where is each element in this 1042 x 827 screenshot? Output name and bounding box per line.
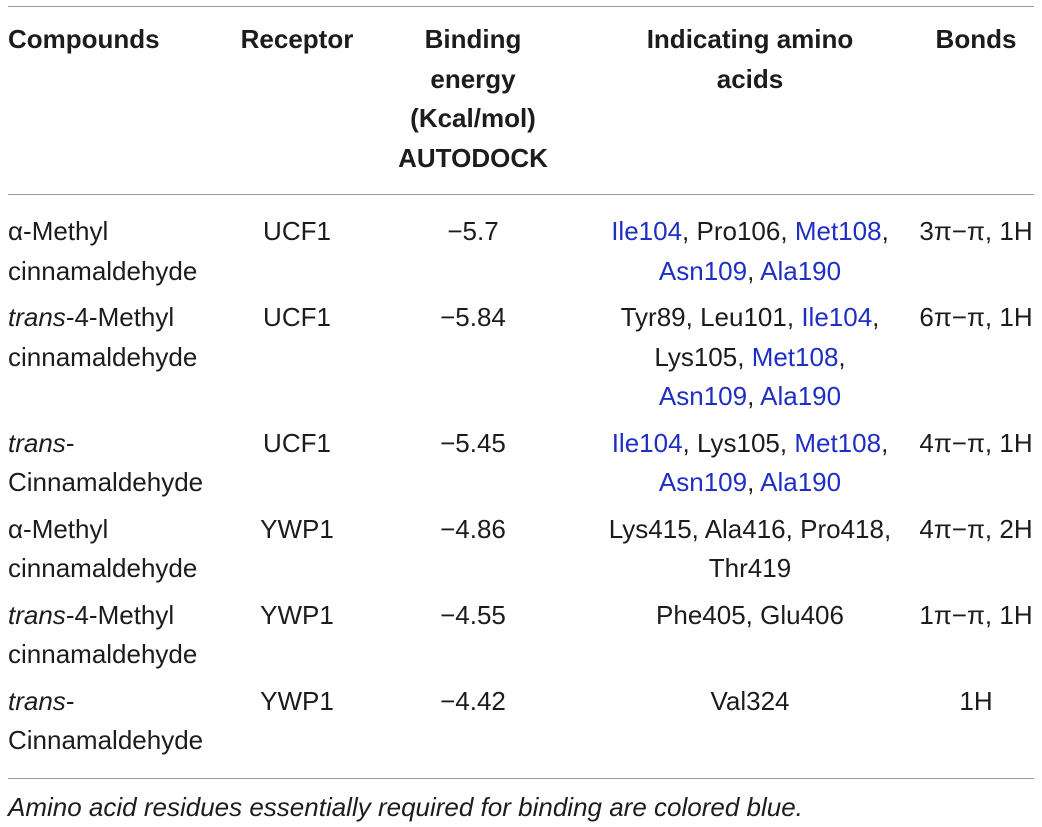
table-top-rule bbox=[8, 6, 1034, 7]
bonds-cell: 4π−π, 1H bbox=[919, 427, 1033, 458]
compound-prefix: α-Methyl bbox=[8, 216, 109, 246]
compound-cell bbox=[8, 510, 230, 596]
receptor-cell: UCF1 bbox=[263, 216, 331, 246]
amino-acid: Glu406 bbox=[760, 599, 844, 630]
amino-acid: Phe405 bbox=[656, 599, 746, 630]
amino-acid-required: Ala190 bbox=[760, 381, 842, 411]
compound-cell bbox=[8, 212, 230, 298]
compound-name-line: cinnamaldehyde bbox=[8, 639, 198, 669]
compound-name-line bbox=[8, 510, 230, 550]
table-bottom-rule bbox=[8, 778, 1034, 779]
amino-acid-required: Met108 bbox=[794, 216, 882, 246]
header-compounds: Compounds bbox=[8, 24, 160, 54]
compound-name-line: cinnamaldehyde bbox=[8, 553, 198, 583]
amino-acid-line bbox=[582, 549, 918, 589]
amino-acid-required: Asn109 bbox=[658, 255, 748, 286]
header-receptor: Receptor bbox=[240, 24, 354, 54]
table-row bbox=[8, 212, 1034, 298]
compound-cell bbox=[8, 424, 230, 510]
table-row bbox=[8, 510, 1034, 596]
bonds-cell: 4π−π, 2H bbox=[919, 513, 1033, 544]
table-row bbox=[8, 298, 1034, 424]
compound-cell bbox=[8, 298, 230, 424]
amino-acid-line bbox=[582, 682, 918, 722]
amino-acid: Lys105 bbox=[654, 341, 738, 372]
table-row bbox=[8, 424, 1034, 510]
compound-prefix: trans bbox=[8, 599, 66, 630]
header-amino-acids-line: Indicating amino bbox=[646, 24, 854, 54]
header-row bbox=[8, 20, 1034, 194]
amino-acid: Pro418 bbox=[800, 513, 884, 544]
header-binding-energy-line: (Kcal/mol) bbox=[410, 103, 536, 133]
amino-acid-line: Asn109, Ala190 bbox=[658, 467, 842, 497]
compound-prefix: trans bbox=[8, 302, 66, 332]
amino-acid: Ala416 bbox=[704, 513, 786, 544]
bonds-cell: 1H bbox=[959, 685, 993, 716]
header-binding-energy-line: Binding bbox=[424, 24, 522, 54]
amino-acid-required: Ile104 bbox=[611, 216, 683, 246]
amino-acid: Thr419 bbox=[708, 553, 792, 583]
table-footnote: Amino acid residues essentially required for binding are colored blue. bbox=[8, 792, 803, 822]
binding-energy-cell: −5.7 bbox=[447, 216, 499, 246]
amino-acid: Leu101 bbox=[700, 302, 787, 332]
receptor-cell: UCF1 bbox=[263, 302, 331, 332]
amino-acid: Lys415 bbox=[608, 513, 692, 544]
amino-acid-line: Lys105, Met108, bbox=[654, 341, 846, 372]
amino-acid-line: Asn109, Ala190 bbox=[658, 381, 842, 411]
compound-name-line bbox=[8, 298, 230, 338]
compound-name-line bbox=[8, 682, 230, 722]
amino-acid-required: Ala190 bbox=[760, 255, 842, 286]
header-amino-acids bbox=[582, 20, 918, 194]
bonds-cell: 1π−π, 1H bbox=[919, 599, 1033, 630]
amino-acid-line: Asn109, Ala190 bbox=[658, 255, 842, 286]
compound-suffix: - bbox=[65, 685, 75, 716]
amino-acids-cell bbox=[582, 682, 918, 768]
receptor-cell: YWP1 bbox=[260, 513, 334, 544]
receptor-cell: UCF1 bbox=[263, 427, 331, 458]
amino-acid-line: Ile104, Lys105, Met108, bbox=[611, 427, 889, 458]
compound-name-line: cinnamaldehyde bbox=[8, 255, 198, 286]
binding-energy-cell: −5.84 bbox=[440, 302, 506, 332]
compound-prefix: trans bbox=[8, 685, 66, 716]
header-bonds: Bonds bbox=[935, 24, 1017, 54]
amino-acid-required: Met108 bbox=[751, 341, 839, 372]
amino-acid-required: Ile104 bbox=[801, 302, 873, 332]
header-binding-energy-line: AUTODOCK bbox=[398, 142, 548, 173]
header-binding-energy bbox=[364, 20, 582, 194]
compound-suffix: - bbox=[65, 427, 75, 458]
amino-acid-line: Tyr89, Leu101, Ile104, bbox=[620, 302, 880, 332]
compound-name-line bbox=[8, 424, 230, 464]
header-amino-acids-line: acids bbox=[716, 63, 784, 94]
compound-prefix: α-Methyl bbox=[8, 513, 109, 544]
amino-acid: Val324 bbox=[710, 685, 790, 716]
receptor-cell: YWP1 bbox=[260, 599, 334, 630]
table-row bbox=[8, 596, 1034, 682]
compound-prefix: trans bbox=[8, 427, 66, 458]
amino-acid-required: Ala190 bbox=[760, 467, 842, 497]
amino-acid-line: Lys415, Ala416, Pro418, bbox=[608, 513, 892, 544]
table-row bbox=[8, 682, 1034, 768]
amino-acid-required: Ile104 bbox=[611, 427, 683, 458]
binding-energy-cell: −4.55 bbox=[440, 599, 506, 630]
compound-suffix: -4-Methyl bbox=[65, 302, 175, 332]
amino-acids-cell bbox=[582, 596, 918, 682]
amino-acid-line: Ile104, Pro106, Met108, bbox=[611, 216, 889, 246]
amino-acids-cell bbox=[582, 212, 918, 298]
table-body bbox=[8, 194, 1034, 768]
amino-acid: Lys105 bbox=[697, 427, 780, 458]
compound-name-line bbox=[8, 596, 230, 636]
compound-name-line: Cinnamaldehyde bbox=[8, 467, 204, 497]
amino-acids-cell bbox=[582, 510, 918, 596]
amino-acid: Tyr89 bbox=[620, 302, 686, 332]
bonds-cell: 3π−π, 1H bbox=[919, 216, 1033, 246]
binding-energy-cell: −4.42 bbox=[440, 685, 506, 716]
docking-results-table bbox=[8, 20, 1034, 768]
compound-name-line bbox=[8, 212, 230, 252]
bonds-cell: 6π−π, 1H bbox=[919, 302, 1033, 332]
binding-energy-cell: −5.45 bbox=[440, 427, 506, 458]
amino-acid: Pro106 bbox=[696, 216, 781, 246]
header-binding-energy-line: energy bbox=[430, 63, 516, 94]
receptor-cell: YWP1 bbox=[260, 685, 334, 716]
compound-name-line: cinnamaldehyde bbox=[8, 341, 198, 372]
compound-cell bbox=[8, 596, 230, 682]
binding-energy-cell: −4.86 bbox=[440, 513, 506, 544]
compound-name-line: Cinnamaldehyde bbox=[8, 725, 204, 755]
amino-acid-required: Asn109 bbox=[658, 381, 748, 411]
amino-acids-cell bbox=[582, 424, 918, 510]
amino-acids-cell bbox=[582, 298, 918, 424]
compound-cell bbox=[8, 682, 230, 768]
amino-acid-required: Asn109 bbox=[658, 467, 748, 497]
amino-acid-line: Phe405, Glu406 bbox=[656, 599, 844, 630]
amino-acid-required: Met108 bbox=[794, 427, 882, 458]
compound-suffix: -4-Methyl bbox=[65, 599, 175, 630]
